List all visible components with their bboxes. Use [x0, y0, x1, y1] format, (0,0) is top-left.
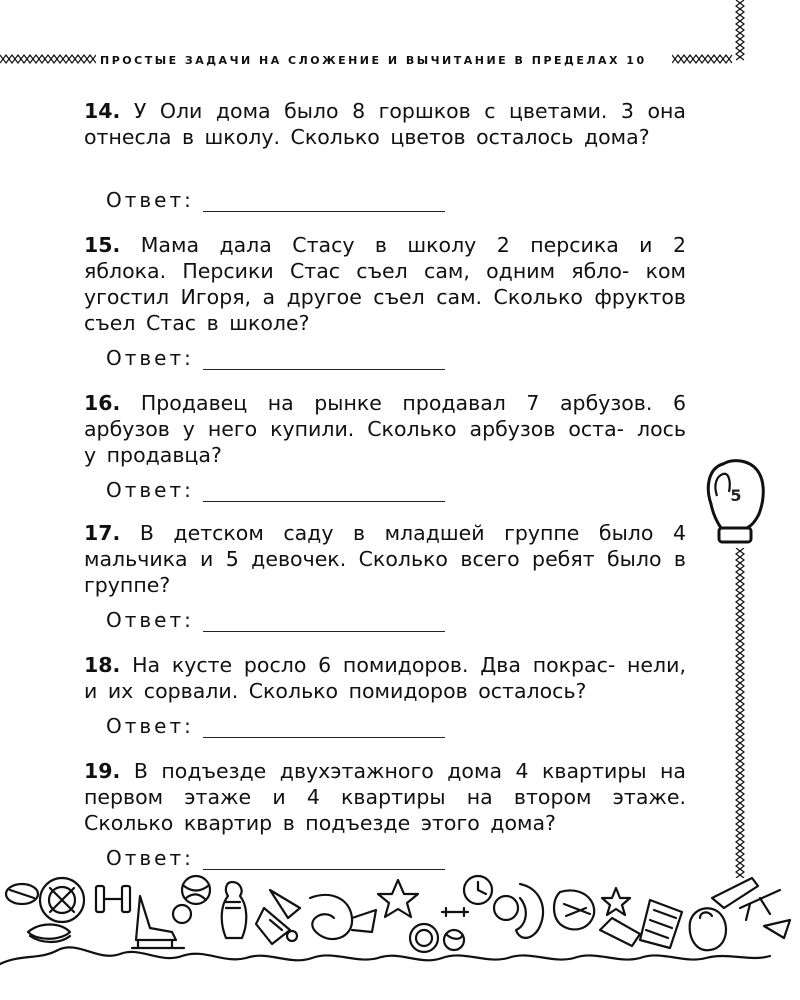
task-number: 14.	[84, 99, 121, 123]
task-15	[84, 232, 686, 336]
page-header-title: ПРОСТЫЕ ЗАДАЧИ НА СЛОЖЕНИЕ И ВЫЧИТАНИЕ В ПРЕДЕЛАХ 10	[100, 54, 647, 67]
task-14	[84, 98, 686, 150]
header-zigzag-left	[0, 52, 96, 66]
task-number: 19.	[84, 759, 121, 783]
task-16	[84, 390, 686, 468]
answer-label: Ответ:	[106, 846, 194, 870]
task-text: 19. В подъезде двухэтажного дома 4 квартиры на первом этаже и 4 квартиры на втором этаже. Сколько квартир в подъезде этого дома?	[84, 759, 686, 835]
task-text: 16. Продавец на рынке продавал 7 арбузов. 6 арбузов у него купили. Сколько арбузов оста- лось у продавца?	[84, 391, 686, 467]
answer-label: Ответ:	[106, 608, 194, 632]
task-18	[84, 652, 686, 704]
page-number: 5	[730, 486, 742, 505]
task-number: 17.	[84, 521, 121, 545]
task-number: 18.	[84, 653, 121, 677]
task-17	[84, 520, 686, 598]
task-text: 17. В детском саду в младшей группе было 4 мальчика и 5 девочек. Сколько всего ребят было в группе?	[84, 521, 686, 597]
answer-label: Ответ:	[106, 478, 194, 502]
answer-line[interactable]	[203, 501, 445, 502]
task-number: 16.	[84, 391, 121, 415]
answer-label: Ответ:	[106, 188, 194, 212]
task-number: 15.	[84, 233, 121, 257]
answer-label: Ответ:	[106, 346, 194, 370]
task-text: 14. У Оли дома было 8 горшков с цветами. 3 она отнесла в школу. Сколько цветов осталось дома?	[84, 99, 686, 149]
answer-line[interactable]	[203, 211, 445, 212]
task-text: 18. На кусте росло 6 помидоров. Два покрас- нели, и их сорвали. Сколько помидоров осталось?	[84, 653, 686, 703]
task-text: 15. Мама дала Стасу в школу 2 персика и 2 яблока. Персики Стас съел сам, одним ябло- ком угостил Игоря, а другое съел сам. Сколько фруктов съел Стас в школе?	[84, 233, 686, 335]
sports-doodles-border	[0, 868, 800, 986]
answer-line[interactable]	[203, 369, 445, 370]
answer-line[interactable]	[203, 737, 445, 738]
answer-label: Ответ:	[106, 714, 194, 738]
task-19	[84, 758, 686, 836]
answer-line[interactable]	[203, 631, 445, 632]
margin-zigzag-top	[733, 0, 747, 62]
header-zigzag-right	[672, 52, 734, 66]
margin-zigzag-bottom	[733, 548, 747, 878]
